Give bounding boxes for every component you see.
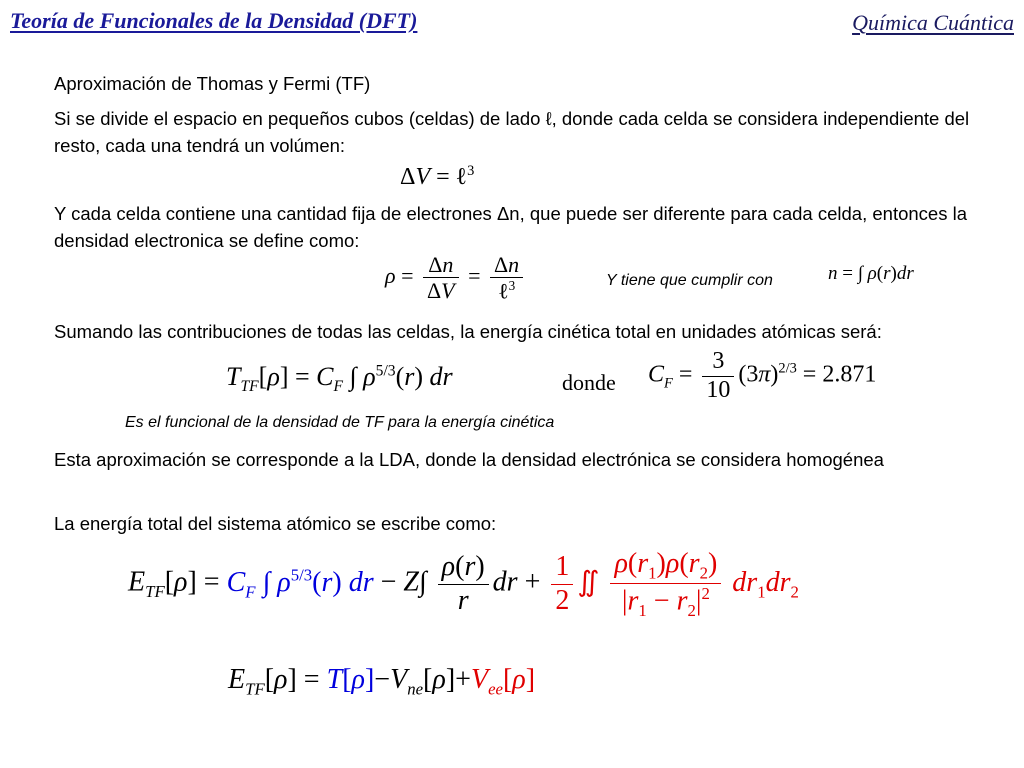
energy-decomposition-equation: $E_{TF}[\rho] = T[\rho]-V_{ne}[\rho]+V_{ee}[\rho]$: [228, 664, 536, 699]
condition-note: Y tiene que cumplir con: [606, 272, 773, 289]
paragraph-kinetic: Sumando las contribuciones de todas las celdas, la energía cinética total en unidades atómicas será:: [54, 321, 882, 342]
functional-note: Es el funcional de la densidad de TF para la energía cinética: [125, 414, 555, 431]
course-name: Química Cuántica: [852, 10, 1014, 35]
cf-constant-equation: $C_F$ = $\frac{3}{10}$ $(3\pi)^{2/3} = 2.871$: [648, 348, 877, 403]
paragraph-total-energy: La energía total del sistema atómico se escribe como:: [54, 513, 497, 534]
kinetic-term: $C_F$ ∫ $\rho^{5/3}(r)$ dr: [226, 565, 374, 602]
donde-label: donde: [562, 370, 616, 395]
paragraph-density: Y cada celda contiene una cantidad fija de electrones Δn, que puede ser diferente para cada celda, entonces la densidad electronica se define como:: [54, 203, 967, 251]
electron-repulsion-term: $\frac{1}{2}$ ∬ $\frac{\rho(r_1)\rho(r_2)}{|r_1 - r_2|^2}$ $dr_1dr_2$: [547, 567, 799, 598]
paragraph-volume: Si se divide el espacio en pequeños cubos (celdas) de lado ℓ, donde cada celda se considera independiente del resto, cada una tendrá un volúmen:: [54, 108, 970, 156]
density-equation: ρ = $\frac{\Delta n}{\Delta V}$ = $\frac{\Delta n}{\ell^3}$: [385, 252, 527, 304]
volume-equation: ΔV = ℓ$^3$: [400, 163, 475, 190]
normalization-equation: n = ∫ ρ(r)dr: [828, 263, 914, 284]
slide-title: Teoría de Funcionales de la Densidad (DFT): [10, 8, 418, 33]
paragraph-lda: Esta aproximación se corresponde a la LDA, donde la densidad electrónica se considera homogénea: [54, 449, 884, 470]
kinetic-functional-equation: $T_{TF}[\rho] = C_F$ ∫ $\rho^{5/3}(r)$ dr: [226, 362, 453, 396]
section-heading: Aproximación de Thomas y Fermi (TF): [54, 73, 371, 94]
total-energy-equation: $E_{TF}[\rho] = C_F$ ∫ $\rho^{5/3}(r)$ dr − Z∫ $\frac{\rho(r)}{r}$ dr + $\frac{1}{2}$ ∬ $\frac{\rho(r_1)\rho(r_2)}{|r_1 - r_2|^2}$ $dr_1dr_2$: [128, 548, 799, 620]
